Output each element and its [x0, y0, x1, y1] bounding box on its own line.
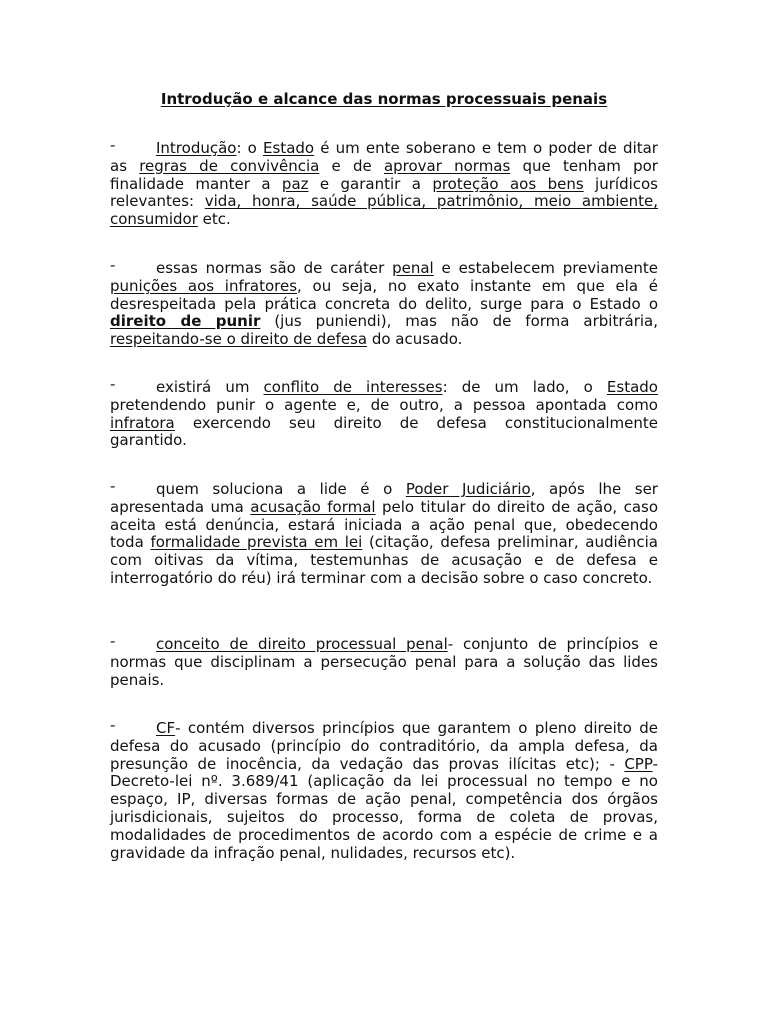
text: existirá um [156, 378, 264, 396]
bullet-dash: - [110, 256, 116, 274]
text: e garantir a [308, 174, 433, 193]
paragraph-cf-cpp [110, 717, 658, 862]
term-poder-judiciario: Poder Judiciário [405, 480, 531, 498]
text: jurídicos relevantes: [110, 174, 658, 211]
bullet-dash: - [110, 716, 116, 734]
text: do acusado. [367, 330, 463, 349]
text: (jus puniendi), mas não de forma arbitrária, [260, 312, 658, 331]
term-bens-juridicos-list: vida, honra, saúde pública, patrimônio, meio ambiente, consumidor [110, 192, 659, 229]
term-aprovar-normas: aprovar normas [383, 156, 511, 175]
paragraph-normas-penais [110, 257, 658, 349]
term-direito-punir: direito de punir [110, 312, 261, 331]
bullet-dash: - [110, 136, 116, 154]
text: e de [319, 156, 384, 175]
text: e estabelecem previamente [433, 259, 659, 277]
bullet-dash: - [110, 477, 116, 495]
term-punicoes-infratores: punições aos infratores [110, 276, 298, 295]
term-conceito-direito-processual: conceito de direito processual penal [156, 635, 448, 653]
text: pelo titular do direito de ação, caso aceita está denúncia, estará iniciada a ação penal que, obedecendo toda [110, 497, 659, 552]
bullet-dash: - [110, 632, 116, 650]
term-formalidade-lei: formalidade prevista em lei [150, 533, 363, 552]
term-regras-convivencia: regras de convivência [139, 156, 320, 175]
text: etc. [197, 210, 231, 229]
text: , ou seja, no exato instante em que ela é desrespeitada pela prática concreta do delito, surge para o Estado o [110, 276, 658, 313]
page-title: Introdução e alcance das normas processuais penais [160, 90, 608, 108]
term-direito-defesa: respeitando-se o direito de defesa [110, 330, 368, 349]
paragraph-conflito [110, 376, 658, 450]
text: - contém diversos princípios que garantem o pleno direito de defesa do acusado (princípio do contraditório, da ampla defesa, da presunção de inocência, da vedação das provas ilícitas etc); - [110, 719, 658, 773]
term-estado: Estado [263, 139, 315, 157]
text: exercendo seu direito de defesa constitucionalmente garantido. [110, 413, 658, 450]
text: essas normas são de caráter [156, 259, 393, 277]
term-acusacao-formal: acusação formal [250, 497, 376, 516]
term-introducao: Introdução [156, 139, 237, 157]
text: quem soluciona a lide é o [156, 480, 406, 498]
text: que tenham por finalidade manter a [110, 156, 658, 193]
paragraph-conceito [110, 633, 658, 689]
term-infratora: infratora [110, 413, 175, 432]
text: - Decreto-lei nº. 3.689/41 (aplicação da lei processual no tempo e no espaço, IP, diversas formas de ação penal, competência dos órgãos jurisdicionais, sujeitos do processo, forma de coleta de provas, modalidades de procedimentos de acordo com a espécie de crime e a gravidade da infração penal, nulidades, recursos etc). [110, 754, 658, 862]
term-paz: paz [281, 174, 309, 193]
term-estado: Estado [606, 378, 658, 396]
term-protecao-bens: proteção aos bens [432, 174, 584, 193]
paragraph-introducao [110, 137, 658, 229]
text: : de um lado, o [442, 378, 607, 396]
text: - conjunto de princípios e normas que disciplinam a persecução penal para a solução das lides penais. [110, 635, 658, 689]
text: : o [236, 139, 264, 157]
bullet-dash: - [110, 375, 116, 393]
term-cf: CF [156, 719, 176, 737]
term-penal: penal [392, 259, 434, 277]
paragraph-poder-judiciario [110, 478, 658, 588]
text: (citação, defesa preliminar, audiência com oitivas da vítima, testemunhas de acusação e de defesa e interrogatório do réu) irá terminar com a decisão sobre o caso concreto. [110, 533, 658, 587]
text: pretendendo punir o agente e, de outro, a pessoa apontada como [110, 395, 658, 414]
text: é um ente soberano e tem o poder de ditar as [110, 139, 658, 175]
term-cpp: CPP [624, 754, 653, 773]
text: , após lhe ser apresentada uma [110, 480, 658, 516]
term-conflito-interesses: conflito de interesses [263, 378, 443, 396]
